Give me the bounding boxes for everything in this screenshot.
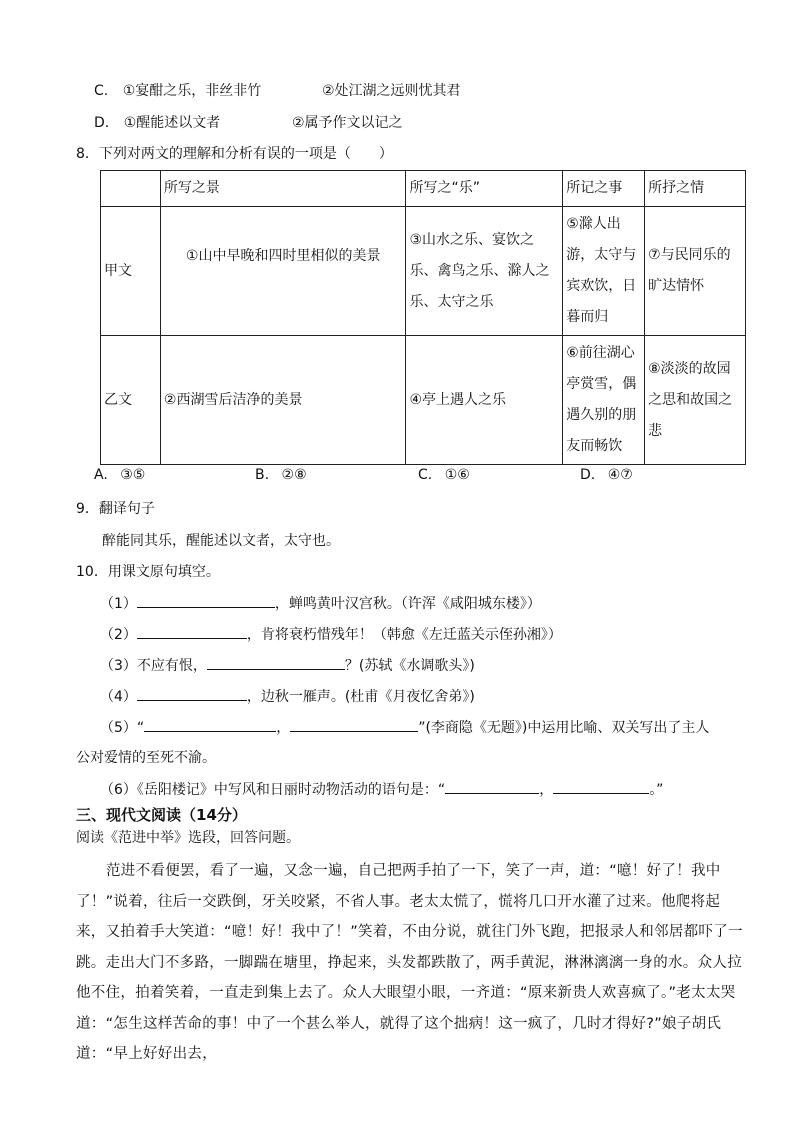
joy-cell: ③山水之乐、宴饮之乐、禽鸟之乐、滁人之乐、太守之乐 [406, 207, 563, 336]
reading-passage: 范进不看便罢，看了一遍，又念一遍，自己把两手拍了一下，笑了一声，道：“噫！好了！我中了！”说着，往后一交跌倒，牙关咬紧，不省人事。老太太慌了，慌将几口开水灌了过来。他爬将起来，又拍着手大笑道：“噫！好！我中了！”笑着，不由分说，就往门外飞跑，把报录人和邻居都吓了一跳。走出大门不多路，一脚踹在塘里，挣起来，头发都跌散了，两手黄泥，淋淋漓漓一身的水。众人拉他不住，拍着笑着，一直走到集上去了。众人大眼望小眼，一齐道：“原来新贵人欢喜疯了。”老太太哭道：“怎生这样苦命的事！中了一个甚么举人，就得了这个拙病！这一疯了，几时才得好?”娘子胡氏道：“早上好好出去， [76, 863, 743, 1062]
header-cell [101, 171, 161, 207]
item-text: ，蝉鸣黄叶汉宫秋。（许浑《咸阳城东楼》） [274, 596, 541, 612]
fill-blank[interactable] [137, 593, 275, 608]
item-number: （3） [100, 658, 137, 674]
q10-item-5-continuation: 公对爱情的至死不渝。 [76, 750, 216, 766]
item-number: （4） [100, 689, 137, 705]
item-text: 不应有恨， [136, 658, 207, 674]
option-letter: D. [94, 115, 110, 131]
option-part-a: ①醒能述以文者 [123, 115, 221, 131]
fill-blank[interactable] [137, 624, 247, 639]
header-cell: 所写之景 [160, 171, 406, 207]
scene-cell: ②西湖雪后洁净的美景 [160, 336, 406, 465]
item-text: ， [539, 782, 554, 798]
fill-blank[interactable] [290, 717, 418, 732]
item-text: “ [136, 720, 145, 736]
section-intro: 阅读《范进中举》选段，回答问题。 [76, 830, 300, 846]
item-text: 。” [649, 782, 664, 798]
item-number: （2） [100, 627, 137, 643]
q8-option-b [255, 467, 307, 483]
option-letter: C. [418, 467, 433, 483]
table-row [101, 336, 746, 465]
item-text: 《岳阳楼记》中写风和日丽时动物活动的语句是：“ [136, 782, 446, 798]
option-value: ②⑧ [281, 467, 307, 483]
q10-stem: 10．用课文原句填空。 [76, 564, 220, 580]
event-cell: ⑤滁人出游，太守与宾欢饮，日暮而归 [563, 207, 645, 336]
q10-item-5 [100, 717, 709, 738]
row-label: 甲文 [101, 207, 161, 336]
item-text: ，边秋一雁声。(杜甫《月夜忆舍弟》) [246, 689, 475, 705]
q9-sentence: 醉能同其乐，醒能述以文者，太守也。 [102, 533, 340, 549]
q10-item-6 [100, 779, 663, 800]
option-letter: D. [580, 467, 596, 483]
scene-cell: ①山中早晚和四时里相似的美景 [160, 207, 406, 336]
item-text: ？(苏轼《水调歌头》) [344, 658, 475, 674]
header-cell: 所抒之情 [645, 171, 746, 207]
item-number: （5） [100, 720, 137, 736]
item-text: ，肯将衰朽惜残年！（韩愈《左迁蓝关示侄孙湘》） [246, 627, 562, 643]
section-title: 三、现代文阅读（14分） [76, 806, 247, 824]
q8-option-c [418, 467, 470, 483]
q8-option-a [94, 467, 145, 483]
option-value: ④⑦ [607, 467, 633, 483]
q9-stem: 9．翻译句子 [76, 501, 155, 517]
q10-item-1 [100, 593, 541, 614]
table-row [101, 207, 746, 336]
item-number: （1） [100, 596, 137, 612]
fill-blank[interactable] [137, 686, 247, 701]
q7-option-c-b: ②处江湖之远则忧其君 [322, 83, 461, 99]
fill-blank[interactable] [207, 655, 345, 670]
q7-option-d-b: ②属予作文以记之 [292, 115, 403, 131]
joy-cell: ④亭上遇人之乐 [406, 336, 563, 465]
q8-table [100, 170, 746, 465]
fill-blank[interactable] [144, 717, 276, 732]
event-cell: ⑥前往湖心亭赏雪，偶遇久别的朋友而畅饮 [563, 336, 645, 465]
row-label: 乙文 [101, 336, 161, 465]
q10-item-3 [100, 655, 475, 676]
q10-item-4 [100, 686, 475, 707]
item-text: ”(李商隐《无题》)中运用比喻、双关写出了主人 [418, 720, 710, 736]
q7-option-c [94, 81, 261, 101]
table-header-row [101, 171, 746, 207]
fill-blank[interactable] [445, 779, 539, 794]
option-letter: A. [94, 467, 108, 483]
option-value: ③⑤ [120, 467, 146, 483]
header-cell: 所写之“乐” [406, 171, 563, 207]
emotion-cell: ⑦与民同乐的旷达情怀 [645, 207, 746, 336]
fill-blank[interactable] [553, 779, 649, 794]
item-number: （6） [100, 782, 137, 798]
q10-item-2 [100, 624, 562, 645]
header-cell: 所记之事 [563, 171, 645, 207]
option-letter: B. [255, 467, 270, 483]
q8-option-d [580, 467, 633, 483]
emotion-cell: ⑧淡淡的故园之思和故国之悲 [645, 336, 746, 465]
option-value: ①⑥ [444, 467, 470, 483]
option-part-a: ①宴酣之乐，非丝非竹 [122, 83, 262, 99]
q8-stem: 8．下列对两文的理解和分析有误的一项是（ ） [76, 146, 393, 162]
q7-option-d [94, 113, 220, 133]
option-letter: C. [94, 83, 109, 99]
item-text: ， [276, 720, 291, 736]
